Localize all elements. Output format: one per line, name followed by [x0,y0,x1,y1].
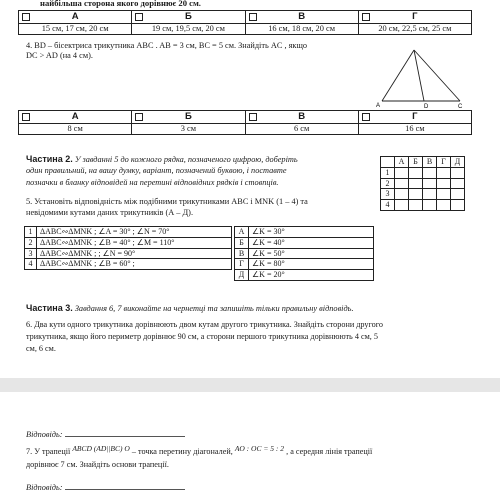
answer-grid [380,156,465,211]
grid-cell[interactable] [409,167,423,178]
grid-row-label: 4 [381,200,395,211]
q3-answer-table [18,10,472,35]
answer-blank[interactable] [65,489,185,490]
q4-option-v[interactable]: В [245,111,358,124]
grid-cell[interactable] [395,200,409,211]
answer-label: Відповідь: [26,430,63,439]
row-number: 1 [25,227,37,238]
option-letter: Б [235,237,249,248]
grid-cell[interactable] [437,189,451,200]
checkbox[interactable] [135,113,143,121]
q3-option-a[interactable]: А [19,11,132,24]
part3-title: Частина 3. [26,303,73,313]
answer-label: Відповідь: [26,483,63,492]
checkbox[interactable] [135,13,143,21]
grid-cell[interactable] [451,167,465,178]
q4-answer-a: 8 см [19,124,132,135]
angle-value: ∠K = 20° [249,270,374,281]
row-number: 4 [25,259,37,270]
q4-option-a[interactable]: А [19,111,132,124]
q7-ratio: AO : OC = 5 : 2 [234,444,285,453]
q7-intro: 7. У трапеції [26,447,71,456]
q3-answer-b: 19 см, 19,5 см, 20 см [132,24,245,35]
condition-text: ΔABC∾ΔMNK ; ∠B = 40° ; ∠M = 110° [37,237,232,248]
grid-header-a: А [395,157,409,168]
q7-diagonals: – точка перетину діагоналей, [131,447,233,456]
angle-value: ∠K = 40° [249,237,374,248]
q3-option-b[interactable]: Б [132,11,245,24]
grid-header-d: Д [451,157,465,168]
option-letter: В [235,248,249,259]
part2-instruction-line2: один правильний, на вашу думку, варіант, позначений буквою, і поставте [26,166,287,175]
q4-answer-table [18,110,472,135]
q3-answer-v: 16 см, 18 см, 20 см [245,24,358,35]
grid-cell[interactable] [409,189,423,200]
vertex-a-label: A [376,103,381,108]
q6-text-line3: см, 6 см. [26,344,56,353]
condition-text: ΔABC∾ΔMNK ; ; ∠N = 90° [37,248,232,259]
q5-angles-table [234,226,374,281]
condition-text: ΔABC∾ΔMNK ; ∠A = 30° ; ∠N = 70° [37,227,232,238]
row-number: 2 [25,237,37,248]
page-break [0,378,500,392]
q5-text-line1: 5. Установіть відповідність між подібними трикутниками ABC і MNK (1 – 4) та [26,197,308,206]
checkbox[interactable] [22,13,30,21]
part2-instruction-line3: позначки в бланку відповідей на перетині відповідних рядків і стовпців. [26,178,279,187]
grid-cell[interactable] [451,200,465,211]
part2-instruction-line1 [26,154,378,165]
grid-cell[interactable] [423,178,437,189]
part3-heading [26,303,466,314]
q4-answer-v: 6 см [245,124,358,135]
answer-blank[interactable] [65,436,185,437]
condition-text: ΔABC∾ΔMNK ; ∠B = 60° ; [37,259,232,270]
grid-header-b: Б [409,157,423,168]
q3-answer-a: 15 см, 17 см, 20 см [19,24,132,35]
grid-cell[interactable] [451,189,465,200]
option-letter: Г [235,259,249,270]
triangle-figure [372,48,472,108]
grid-cell[interactable] [423,189,437,200]
q7-formula: ABCD (AD||BC) O [72,444,130,453]
q4-text-line1: 4. BD – бісектриса трикутника ABC . AB = 3 см, BC = 5 см. Знайдіть AC , якщо [26,41,307,50]
grid-row-label: 1 [381,167,395,178]
checkbox[interactable] [249,13,257,21]
grid-corner [381,157,395,168]
part2-instruction: У завданні 5 до кожного рядка, позначеного цифрою, доберіть [74,155,298,164]
q5-text-line2: невідомими кутами даних трикутників (А – Д). [26,208,194,217]
grid-cell[interactable] [395,178,409,189]
grid-cell[interactable] [423,167,437,178]
row-number: 3 [25,248,37,259]
grid-header-v: В [423,157,437,168]
checkbox[interactable] [22,113,30,121]
grid-cell[interactable] [437,200,451,211]
grid-cell[interactable] [451,178,465,189]
q6-text-line2: трикутника, якщо його периметр дорівнює 90 см, а сторони першого трикутника дорівнюють 4 см, 5 [26,332,378,341]
angle-value: ∠K = 50° [249,248,374,259]
grid-cell[interactable] [409,178,423,189]
q4-text-line2: DC > AD (на 4 см). [26,51,93,60]
part2-title: Частина 2. [26,154,73,164]
q4-answer-b: 3 см [132,124,245,135]
grid-cell[interactable] [409,200,423,211]
grid-row-label: 3 [381,189,395,200]
option-letter: Д [235,270,249,281]
q3-answer-g: 20 см, 22,5 см, 25 см [358,24,471,35]
q5-triangles-table [24,226,232,270]
angle-value: ∠K = 30° [249,227,374,238]
grid-cell[interactable] [437,167,451,178]
part3-instruction: Завдання 6, 7 виконайте на чернетці та запишіть тільки правильну відповідь. [74,304,354,313]
answer-line-q7[interactable] [26,483,185,493]
grid-cell[interactable] [395,167,409,178]
grid-row-label: 2 [381,178,395,189]
q3-option-g[interactable]: Г [358,11,471,24]
vertex-c-label: C [458,104,463,108]
q4-option-b[interactable]: Б [132,111,245,124]
top-fragment: найбільша сторона якого дорівнює 20 см. [40,0,201,8]
grid-cell[interactable] [437,178,451,189]
grid-header-g: Г [437,157,451,168]
grid-cell[interactable] [395,189,409,200]
q7-text-line2: дорівнює 7 см. Знайдіть основи трапеції. [26,460,169,469]
option-letter: А [235,227,249,238]
q7-midline: , а середня лінія трапеції [286,447,373,456]
angle-value: ∠K = 80° [249,259,374,270]
checkbox[interactable] [362,13,370,21]
q4-option-g[interactable]: Г [358,111,471,124]
vertex-d-label: D [424,104,429,108]
q3-option-v[interactable]: В [245,11,358,24]
q7-text-line1 [26,444,496,457]
checkbox[interactable] [362,113,370,121]
grid-cell[interactable] [423,200,437,211]
checkbox[interactable] [249,113,257,121]
q6-text-line1: 6. Два кути одного трикутника дорівнюють двом кутам другого трикутника. Знайдіть сторони другого [26,320,384,329]
q4-answer-g: 16 см [358,124,471,135]
answer-line-q6[interactable] [26,430,185,440]
